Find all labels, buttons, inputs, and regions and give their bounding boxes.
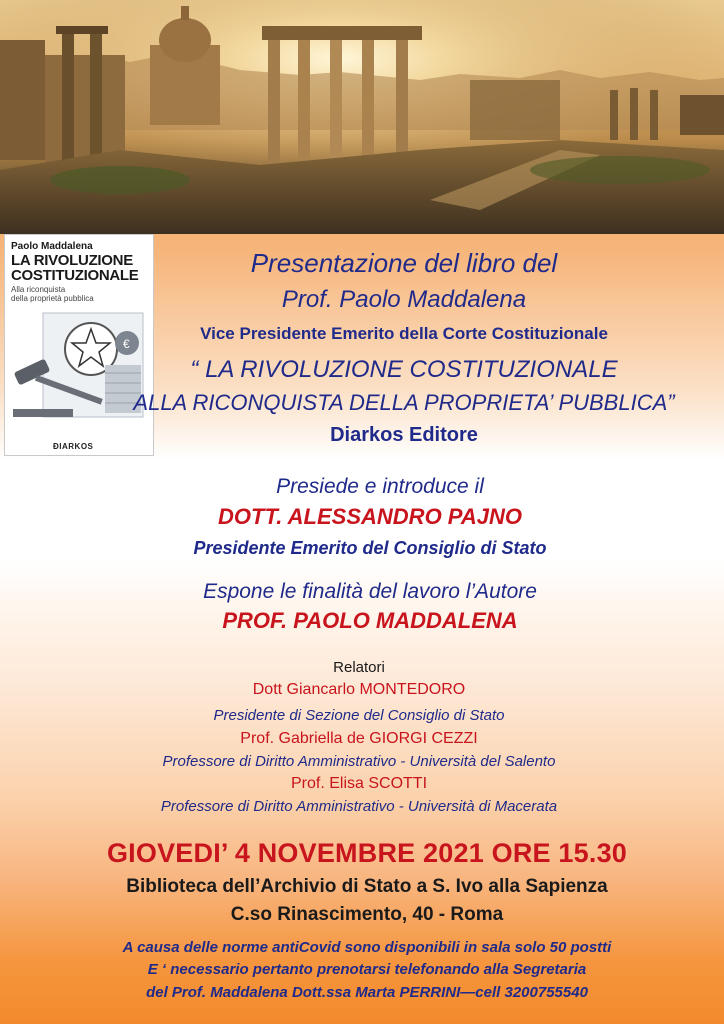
speaker-3-role: Professore di Diritto Amministrativo - Università di Macerata [160, 798, 558, 815]
book-subtitle-line1: Alla riconquista [11, 285, 66, 294]
event-address: C.so Rinascimento, 40 - Roma [230, 904, 504, 925]
event-date-time: GIOVEDI’ 4 NOVEMBRE 2021 ORE 15.30 [106, 838, 627, 868]
chair-intro: Presiede e introduce il [276, 475, 484, 498]
notice-line1: A causa delle norme antiCovid sono disponibili in sala solo 50 postti [122, 939, 612, 956]
header-photo-roman-forum [0, 0, 724, 234]
speaker-2-role: Professore di Diritto Amministrativo - Università del Salento [162, 753, 556, 770]
speakers-heading: Relatori [333, 659, 385, 676]
publisher-line: Diarkos Editore [330, 424, 478, 446]
speaker-1-role: Presidente di Sezione del Consiglio di Stato [213, 707, 505, 724]
chair-name: DOTT. ALESSANDRO PAJNO [218, 504, 522, 529]
notice-line3: del Prof. Maddalena Dott.ssa Marta PERRINI—cell 3200755540 [146, 984, 588, 1001]
book-subtitle-line2: della proprietà pubblica [11, 294, 94, 303]
author-section-name: PROF. PAOLO MADDALENA [222, 608, 518, 633]
svg-text:€: € [123, 337, 130, 351]
book-title-quote-line1: “ LA RIVOLUZIONE COSTITUZIONALE [190, 356, 618, 383]
author-heading: Prof. Paolo Maddalena [281, 286, 527, 313]
author-section-intro: Espone le finalità del lavoro l’Autore [203, 580, 537, 603]
speaker-1-name: Dott Giancarlo MONTEDORO [252, 681, 466, 698]
book-title-line1: LA RIVOLUZIONE [11, 252, 133, 269]
book-title-line2: COSTITUZIONALE [11, 267, 139, 284]
chair-role: Presidente Emerito del Consiglio di Stato [193, 538, 547, 558]
notice-line2: E ‘ necessario pertanto prenotarsi telefonando alla Segretaria [147, 961, 587, 978]
book-author: Paolo Maddalena [11, 241, 93, 252]
book-publisher: ÐIARKOS [53, 442, 94, 451]
event-venue: Biblioteca dell’Archivio di Stato a S. Ivo alla Sapienza [126, 876, 608, 897]
book-title-quote-line2: ALLA RICONQUISTA DELLA PROPRIETA’ PUBBLICA” [133, 390, 675, 415]
speaker-3-name: Prof. Elisa SCOTTI [290, 775, 428, 792]
speaker-2-name: Prof. Gabriella de GIORGI CEZZI [240, 730, 478, 747]
presentation-heading: Presentazione del libro del [250, 248, 558, 278]
author-role: Vice Presidente Emerito della Corte Costituzionale [200, 324, 608, 343]
